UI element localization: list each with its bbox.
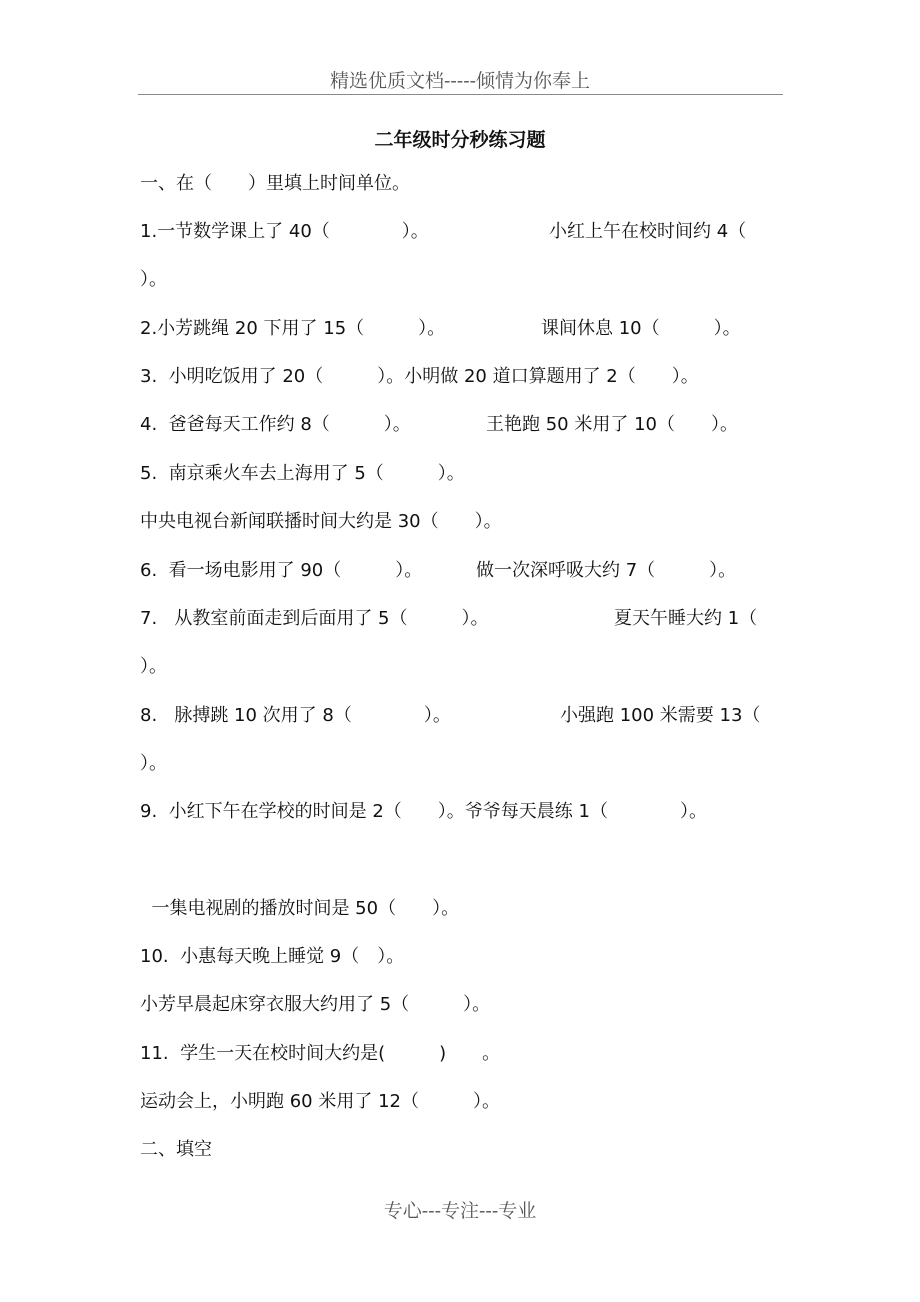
question-11-extra: 运动会上，小明跑 60 米用了 12（ ）。	[140, 1091, 500, 1112]
question-10-extra: 小芳早晨起床穿衣服大约用了 5（ ）。	[140, 994, 491, 1015]
question-8-left: 8. 脉搏跳 10 次用了 8（ ）。	[140, 705, 451, 726]
question-6-left: 6. 看一场电影用了 90（ ）。	[140, 560, 423, 581]
question-11: 11. 学生一天在校时间大约是( ) 。	[140, 1043, 501, 1064]
question-6-right: 做一次深呼吸大约 7（ ）。	[476, 560, 737, 581]
page-header: 精选优质文档-----倾情为你奉上	[329, 70, 591, 92]
question-4-left: 4. 爸爸每天工作约 8（ ）。	[140, 414, 411, 435]
page-title: 二年级时分秒练习题	[374, 129, 546, 151]
question-4-right: 王艳跑 50 米用了 10（ ）。	[486, 414, 738, 435]
question-9-extra: 一集电视剧的播放时间是 50（ ）。	[140, 898, 460, 919]
question-2-right: 课间休息 10（ ）。	[541, 318, 741, 339]
question-7-left: 7. 从教室前面走到后面用了 5（ ）。	[140, 608, 489, 629]
section-heading-1: 一、在（ ）里填上时间单位。	[140, 173, 410, 194]
question-2-left: 2.小芳跳绳 20 下用了 15（ ）。	[140, 318, 446, 339]
question-3: 3. 小明吃饭用了 20（ ）。小明做 20 道口算题用了 2（ ）。	[140, 366, 699, 387]
header-rule	[138, 94, 783, 95]
section-heading-2: 二、填空	[140, 1139, 212, 1160]
question-1-continuation: ）。	[140, 269, 167, 290]
page-footer: 专心---专注---专业	[383, 1200, 537, 1222]
question-1-left: 1.一节数学课上了 40（ ）。	[140, 221, 429, 242]
question-5: 5. 南京乘火车去上海用了 5（ ）。	[140, 463, 465, 484]
question-10: 10. 小惠每天晚上睡觉 9（ ）。	[140, 946, 405, 967]
question-5-extra: 中央电视台新闻联播时间大约是 30（ ）。	[140, 511, 502, 532]
question-7-right: 夏天午睡大约 1（	[614, 608, 758, 629]
question-7-continuation: ）。	[140, 656, 167, 677]
question-8-right: 小强跑 100 米需要 13（	[560, 705, 761, 726]
question-9: 9. 小红下午在学校的时间是 2（ ）。爷爷每天晨练 1（ ）。	[140, 801, 707, 822]
question-8-continuation: ）。	[140, 753, 167, 774]
question-1-right: 小红上午在校时间约 4（	[549, 221, 747, 242]
